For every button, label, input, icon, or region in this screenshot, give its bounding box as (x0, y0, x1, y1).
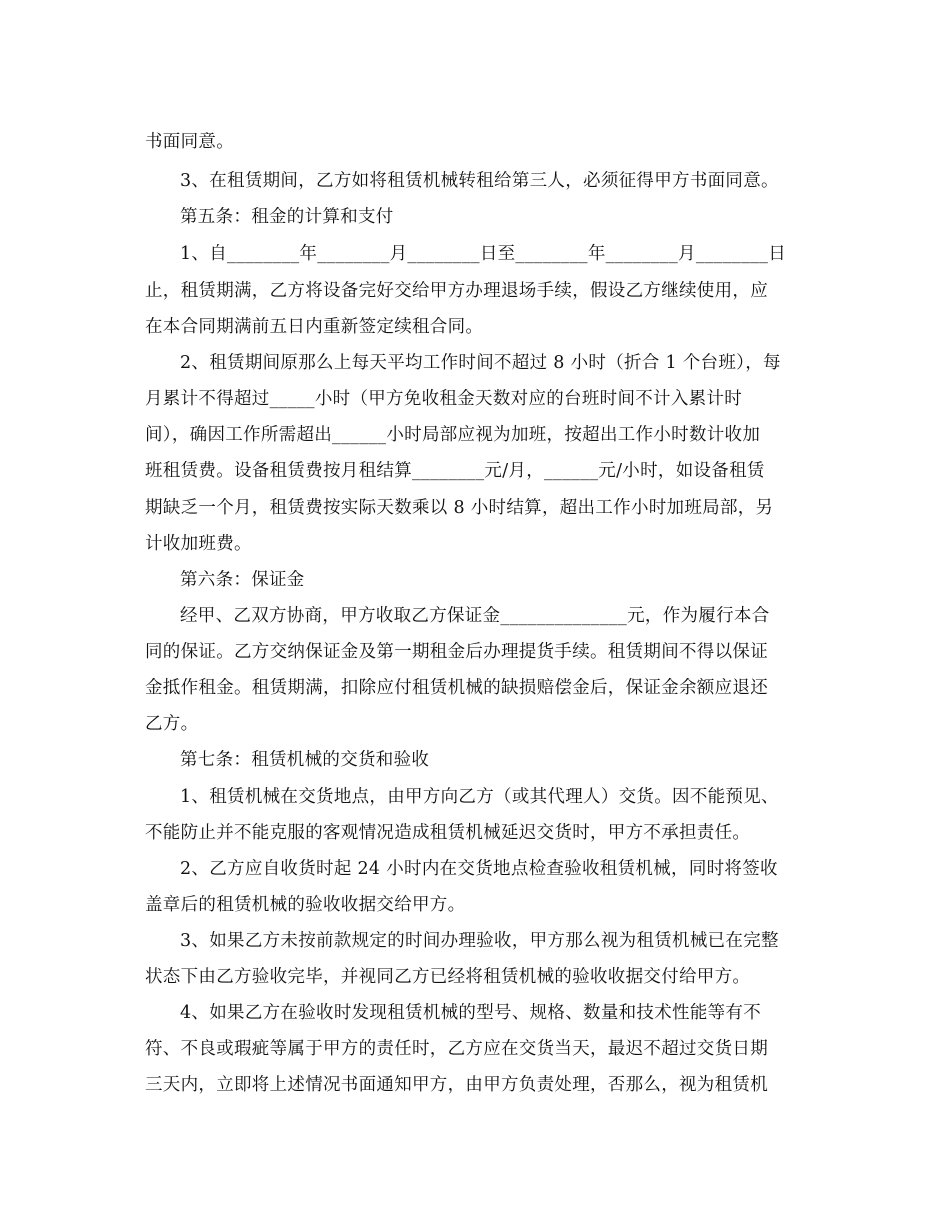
text-line: 盖章后的租赁机械的验收收据交给甲方。 (145, 895, 466, 915)
text-line: 3、如果乙方未按前款规定的时间办理验收，甲方那么视为租赁机械已在完整 (180, 931, 779, 951)
text-line: 同的保证。乙方交纳保证金及第一期租金后办理提货手续。租赁期间不得以保证 (145, 642, 768, 662)
text-line: 2、乙方应自收货时起 24 小时内在交货地点检查验收租赁机械，同时将签收 (180, 859, 778, 879)
section-heading: 第五条：租金的计算和支付 (180, 207, 394, 227)
text-line: 符、不良或瑕疵等属于甲方的责任时，乙方应在交货当天，最迟不超过交货日期 (145, 1039, 768, 1059)
text-line: 间），确因工作所需超出______小时局部应视为加班，按超出工作小时数计收加 (145, 425, 761, 445)
text-line: 3、在租赁期间，乙方如将租赁机械转租给第三人，必须征得甲方书面同意。 (180, 171, 779, 191)
text-line: 状态下由乙方验收完毕，并视同乙方已经将租赁机械的验收收据交付给甲方。 (145, 967, 751, 987)
text-line: 期缺乏一个月，租赁费按实际天数乘以 8 小时结算，超出工作小时加班局部，另 (145, 498, 774, 518)
text-line: 2、租赁期间原那么上每天平均工作时间不超过 8 小时（折合 1 个台班），每 (180, 353, 781, 373)
text-line: 经甲、乙双方协商，甲方收取乙方保证金______________元，作为履行本合 (180, 606, 770, 626)
text-line: 不能防止并不能克服的客观情况造成租赁机械延迟交货时，甲方不承担责任。 (145, 823, 751, 843)
text-line: 班租赁费。设备租赁费按月租结算________元/月，______元/小时，如设备租赁 (145, 461, 765, 481)
section-heading: 第七条：租赁机械的交货和验收 (180, 750, 430, 770)
text-line: 三天内，立即将上述情况书面通知甲方，由甲方负责处理，否那么，视为租赁机 (145, 1075, 768, 1095)
text-line: 在本合同期满前五日内重新签定续租合同。 (145, 317, 484, 337)
text-line: 止，租赁期满，乙方将设备完好交给甲方办理退场手续，假设乙方继续使用，应 (145, 281, 768, 301)
text-line: 书面同意。 (145, 132, 234, 152)
text-line: 金抵作租金。租赁期满，扣除应付租赁机械的缺损赔偿金后，保证金余额应退还 (145, 678, 768, 698)
text-line: 1、自________年________月________日至________年________月________日 (180, 244, 787, 264)
text-line: 月累计不得超过_____小时（甲方免收租金天数对应的台班时间不计入累计时 (145, 389, 743, 409)
text-line: 1、租赁机械在交货地点，由甲方向乙方（或其代理人）交货。因不能预见、 (180, 787, 779, 807)
text-line: 乙方。 (145, 714, 199, 734)
section-heading: 第六条：保证金 (180, 570, 305, 590)
text-line: 4、如果乙方在验收时发现租赁机械的型号、规格、数量和技术性能等有不 (180, 1003, 762, 1023)
text-line: 计收加班费。 (145, 534, 252, 554)
